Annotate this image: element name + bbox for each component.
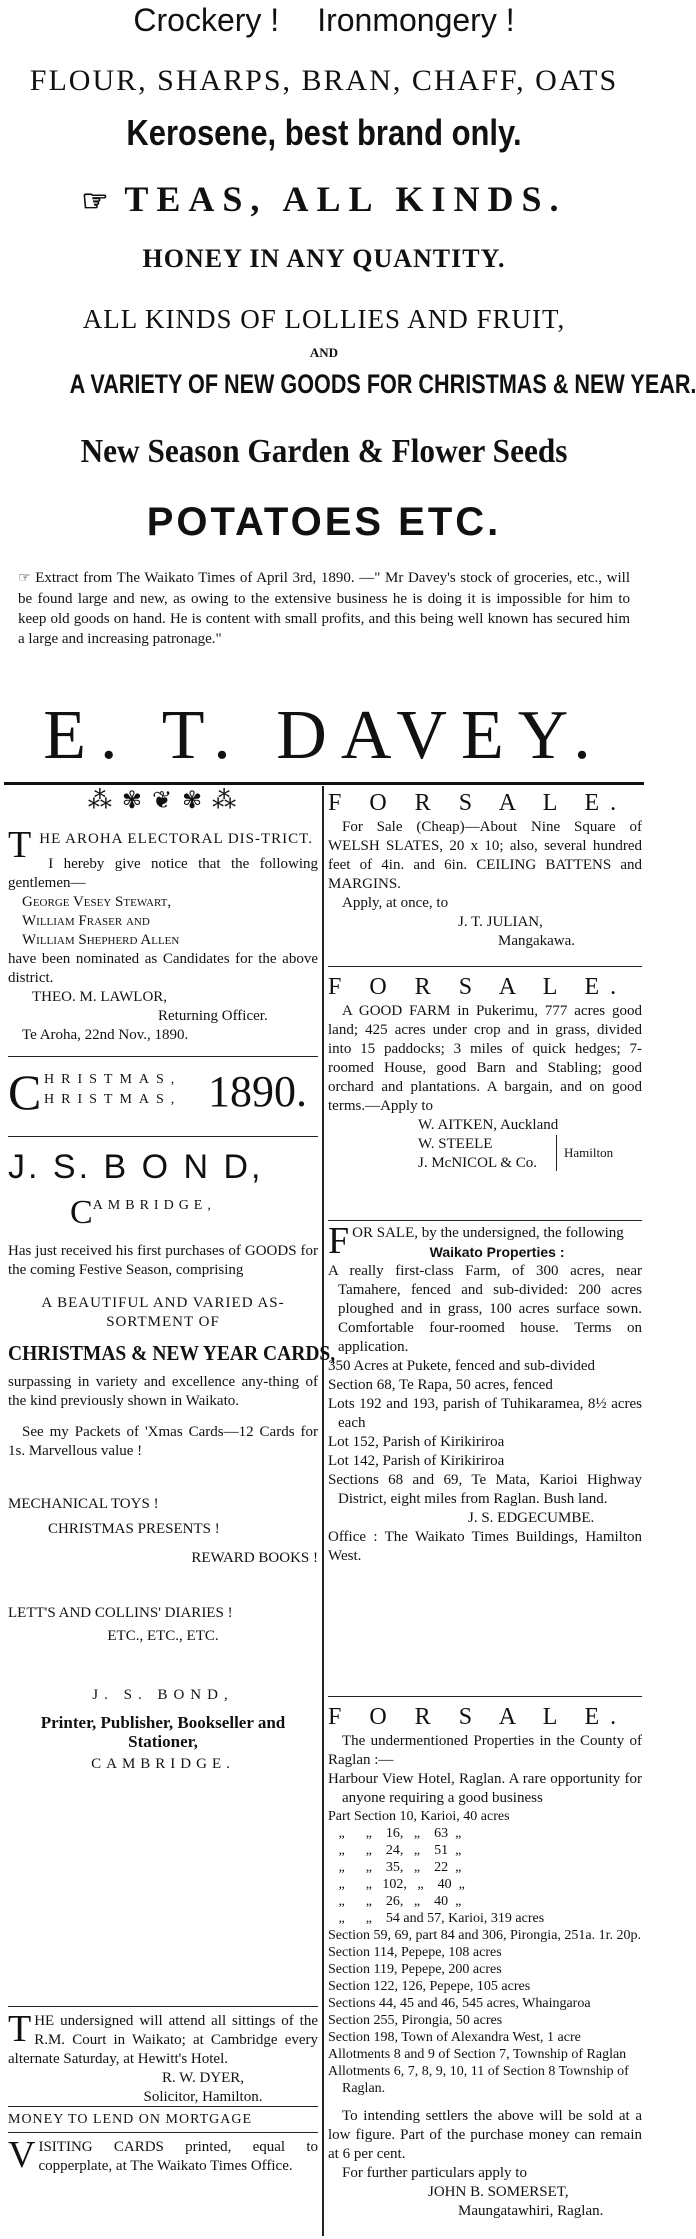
property-row: Part Section 10, Karioi, 40 acres (328, 1809, 510, 1824)
headline-potatoes: POTATOES ETC. (146, 500, 502, 544)
headline-ironmongery: Ironmongery ! (317, 2, 515, 38)
divider (8, 1136, 318, 1137)
property-row: Allotments 8 and 9 of Section 7, Township of Raglan (328, 2047, 627, 2062)
sale-farm-agent: W. STEELE (418, 1136, 493, 1152)
headline-flour: FLOUR, SHARPS, BRAN, CHAFF, OATS (29, 64, 619, 97)
property-item: Lots 192 and 193, parish of Tuhikaramea, 8½ acres each (328, 1396, 642, 1431)
divider (328, 1696, 642, 1697)
bond-sign-town: CAMBRIDGE. (91, 1756, 235, 1772)
times-extract (18, 568, 630, 649)
davey-advertisement (0, 0, 696, 785)
bond-presents: CHRISTMAS PRESENTS ! (48, 1521, 220, 1537)
property-item: Lot 142, Parish of Kirikiriroa (328, 1453, 505, 1469)
divider (8, 2106, 318, 2107)
electoral-after: have been nominated as Candidates for the above district. (8, 951, 318, 986)
divider (8, 2132, 318, 2133)
divider (8, 1056, 318, 1057)
christmas-word: HRISTMAS, (44, 1072, 182, 1087)
property-row: Sections 44, 45 and 46, 545 acres, Whaingaroa (328, 1996, 591, 2011)
sale-farm-agents-hamilton (328, 1135, 642, 1173)
property-row: „ „ 102, „ 40 „ (328, 1877, 465, 1892)
divider (328, 966, 642, 967)
sale-slates-name: J. T. JULIAN, (458, 914, 543, 930)
headline-teas-text: TEAS, ALL KINDS. (124, 179, 567, 219)
sale-raglan-place: Maungatawhiri, Raglan. (458, 2203, 604, 2219)
electoral-body: I hereby give notice that the following gentlemen— (8, 856, 318, 891)
drop-cap: C (8, 1064, 42, 1120)
headline-lollies: ALL KINDS OF LOLLIES AND FRUIT, (82, 304, 566, 334)
dyer-text-body: HE undersigned will attend all sittings of the R.M. Court in Waikato; at Cambridge every alternate Saturday, at Hewitt's Hotel. (8, 2013, 318, 2067)
headline-teas (6, 178, 642, 220)
sale-raglan-intro: The undermentioned Properties in the County of Raglan :— (328, 1733, 642, 1768)
property-row: Section 59, 69, part 84 and 306, Pirongia, 251a. 1r. 20p. (328, 1928, 642, 1943)
bond-packets: See my Packets of 'Xmas Cards—12 Cards for 1s. Marvellous value ! (8, 1424, 318, 1459)
bond-diaries: LETT'S AND COLLINS' DIARIES ! (8, 1605, 233, 1621)
bond-reward: REWARD BOOKS ! (191, 1550, 318, 1566)
money-to-lend: MONEY TO LEND ON MORTGAGE (8, 2112, 253, 2127)
dyer-text (8, 2008, 318, 2069)
officer-title: Returning Officer. (158, 1008, 268, 1024)
brace (556, 1135, 557, 1171)
times-extract-text: Extract from The Waikato Times of April 3rd, 1890. —" Mr Davey's stock of groceries, etc., will be found large and new, as owing to the extensive business he is doing it is impossible for him to keep old goods on hand. He is content with small profits, and this being well known has secured him a large and increasing patronage." (18, 570, 630, 647)
property-row: Section 114, Pepepe, 108 acres (328, 1945, 502, 1960)
banner-bottom-rule (4, 782, 644, 785)
visiting-cards-ad (8, 2134, 318, 2176)
drop-cap: T (8, 824, 32, 866)
sale-waikato-head-text: OR SALE, by the undersigned, the following (352, 1225, 624, 1241)
sale-raglan-name: JOHN B. SOMERSET, (428, 2184, 569, 2200)
bond-sign-trade: Printer, Publisher, Bookseller and Stationer, (40, 1713, 286, 1751)
property-row: „ „ 24, „ 51 „ (328, 1843, 462, 1858)
sale-waikato-properties (328, 1220, 642, 1566)
property-row: „ „ 26, „ 40 „ (328, 1894, 462, 1909)
sale-raglan-settlers: To intending settlers the above will be sold at a low figure. Part of the purchase money can remain at 6 per cent. (328, 2108, 642, 2162)
drop-cap: T (8, 2008, 32, 2050)
column-divider (322, 786, 324, 2236)
pointing-hand-icon: ☞ (18, 571, 31, 586)
candidate-name: William Shepherd Allen (22, 932, 180, 948)
dyer-title: Solicitor, Hamilton. (143, 2089, 263, 2105)
sale-farm-agent-place: Hamilton (564, 1145, 614, 1160)
for-sale-heading: F O R S A L E. (328, 974, 628, 1000)
headline-honey: HONEY IN ANY QUANTITY. (142, 244, 506, 273)
property-item: Section 68, Te Rapa, 50 acres, fenced (328, 1377, 553, 1393)
divider (328, 1220, 642, 1221)
christmas-word: HRISTMAS, (44, 1092, 182, 1107)
sale-farm-agent: J. McNICOL & Co. (418, 1155, 538, 1171)
bond-name: J. S. B O N D, (8, 1148, 264, 1186)
bond-etc: ETC., ETC., ETC. (107, 1628, 219, 1644)
headline-and: AND (309, 345, 339, 360)
bond-sign-name: J. S. BOND, (92, 1687, 234, 1703)
visiting-text-body: ISITING CARDS printed, equal to copperplate, at The Waikato Times Office. (38, 2139, 318, 2174)
bond-intro: Has just received his first purchases of GOODS for the coming Festive Season, comprising (8, 1243, 318, 1278)
sale-raglan-properties (328, 1702, 642, 2221)
bond-advertisement (8, 1146, 336, 1774)
bond-cards: CHRISTMAS & NEW YEAR CARDS, (8, 1341, 336, 1365)
headline-seeds: New Season Garden & Flower Seeds (80, 433, 568, 470)
sale-farm-body: A GOOD FARM in Pukerimu, 777 acres good land; 425 acres under crop and in grass, divided into 15 paddocks; 3 miles of quick hedges; 7-roomed House, good Barn and Stabling; good orchard and plantations. A bargain, and on good terms.—Apply to (328, 1003, 642, 1114)
sale-farm-pukerimu (328, 972, 642, 1173)
davey-name: E. T. DAVEY. (43, 697, 605, 774)
bond-line2: SORTMENT OF (106, 1314, 220, 1330)
property-item: A really first-class Farm, of 300 acres, near Tamahere, fenced and sub-divided: 200 acres ploughed and in grass, 100 acres surface sown. Comfortable four-roomed house. Terms on application. (328, 1263, 642, 1355)
sale-slates (328, 788, 642, 951)
property-item: Sections 68 and 69, Te Mata, Karioi Highway District, eight miles from Raglan. Bush land. (328, 1472, 642, 1507)
sale-waikato-office: Office : The Waikato Times Buildings, Hamilton West. (328, 1529, 642, 1564)
bond-toys: MECHANICAL TOYS ! (8, 1496, 159, 1512)
bond-line1: A BEAUTIFUL AND VARIED AS- (41, 1295, 285, 1311)
divider (8, 2006, 318, 2007)
drop-cap: C (70, 1194, 93, 1231)
christmas-heading (8, 1066, 318, 1122)
dyer-name: R. W. DYER, (161, 2070, 245, 2086)
electoral-notice (8, 824, 318, 1045)
for-sale-heading: F O R S A L E. (328, 1704, 628, 1730)
property-row: Section 255, Pirongia, 50 acres (328, 2013, 503, 2028)
bond-town (8, 1196, 318, 1236)
property-row: „ „ 54 and 57, Karioi, 319 acres (328, 1911, 545, 1926)
property-row: Section 119, Pepepe, 200 acres (328, 1962, 502, 1977)
headline-crockery-ironmongery (6, 2, 642, 46)
property-row: Section 122, 126, Pepepe, 105 acres (328, 1979, 531, 1994)
property-row: „ „ 16, „ 63 „ (328, 1826, 462, 1841)
sale-raglan-further: For further particulars apply to (342, 2165, 527, 2181)
dyer-advertisement (8, 2008, 318, 2107)
headline-christmas-goods: A VARIETY OF NEW GOODS FOR CHRISTMAS & NEW YEAR. (69, 369, 696, 399)
sale-farm-agent: W. AITKEN, Auckland (418, 1117, 559, 1133)
drop-cap: V (8, 2134, 36, 2176)
property-row: „ „ 35, „ 22 „ (328, 1860, 462, 1875)
for-sale-heading: F O R S A L E. (328, 790, 628, 816)
drop-cap: F (328, 1220, 350, 1262)
sale-slates-body: For Sale (Cheap)—About Nine Square of WELSH SLATES, 20 x 10; also, several hundred feet of 4in. and 6in. CEILING BATTENS and MARGINS. (328, 819, 642, 892)
visiting-text (8, 2134, 318, 2176)
sale-waikato-sub: Waikato Properties : (429, 1244, 565, 1260)
bond-town-text: AMBRIDGE, (92, 1198, 216, 1213)
electoral-title: HE AROHA ELECTORAL DIS-TRICT. (39, 831, 313, 847)
sale-slates-place: Mangakawa. (498, 933, 576, 949)
sale-waikato-name: J. S. EDGECUMBE. (468, 1510, 595, 1526)
property-item: Lot 152, Parish of Kirikiriroa (328, 1434, 505, 1450)
candidate-name: William Fraser and (22, 913, 150, 929)
property-row: Allotments 6, 7, 8, 9, 10, 11 of Section 8 Township of Raglan. (328, 2064, 629, 2096)
candidate-name: George Vesey Stewart, (22, 894, 172, 910)
property-item: 350 Acres at Pukete, fenced and sub-divided (328, 1358, 596, 1374)
ornament-icon: ⁂ ✾ ❦ ✾ ⁂ (87, 788, 239, 814)
property-row: Section 198, Town of Alexandra West, 1 acre (328, 2030, 581, 2045)
pointing-hand-icon: ☞ (81, 185, 109, 218)
electoral-date: Te Aroha, 22nd Nov., 1890. (22, 1027, 189, 1043)
bond-desc: surpassing in variety and excellence any-thing of the kind previously shown in Waikato. (8, 1374, 318, 1409)
christmas-year: 1890. (208, 1067, 307, 1116)
headline-crockery: Crockery ! (133, 2, 280, 38)
officer-name: THEO. M. LAWLOR, (32, 989, 168, 1005)
sale-raglan-hotel: Harbour View Hotel, Raglan. A rare opportunity for anyone requiring a good business (328, 1771, 642, 1806)
headline-kerosene: Kerosene, best brand only. (126, 112, 522, 153)
sale-slates-apply: Apply, at once, to (342, 895, 449, 911)
